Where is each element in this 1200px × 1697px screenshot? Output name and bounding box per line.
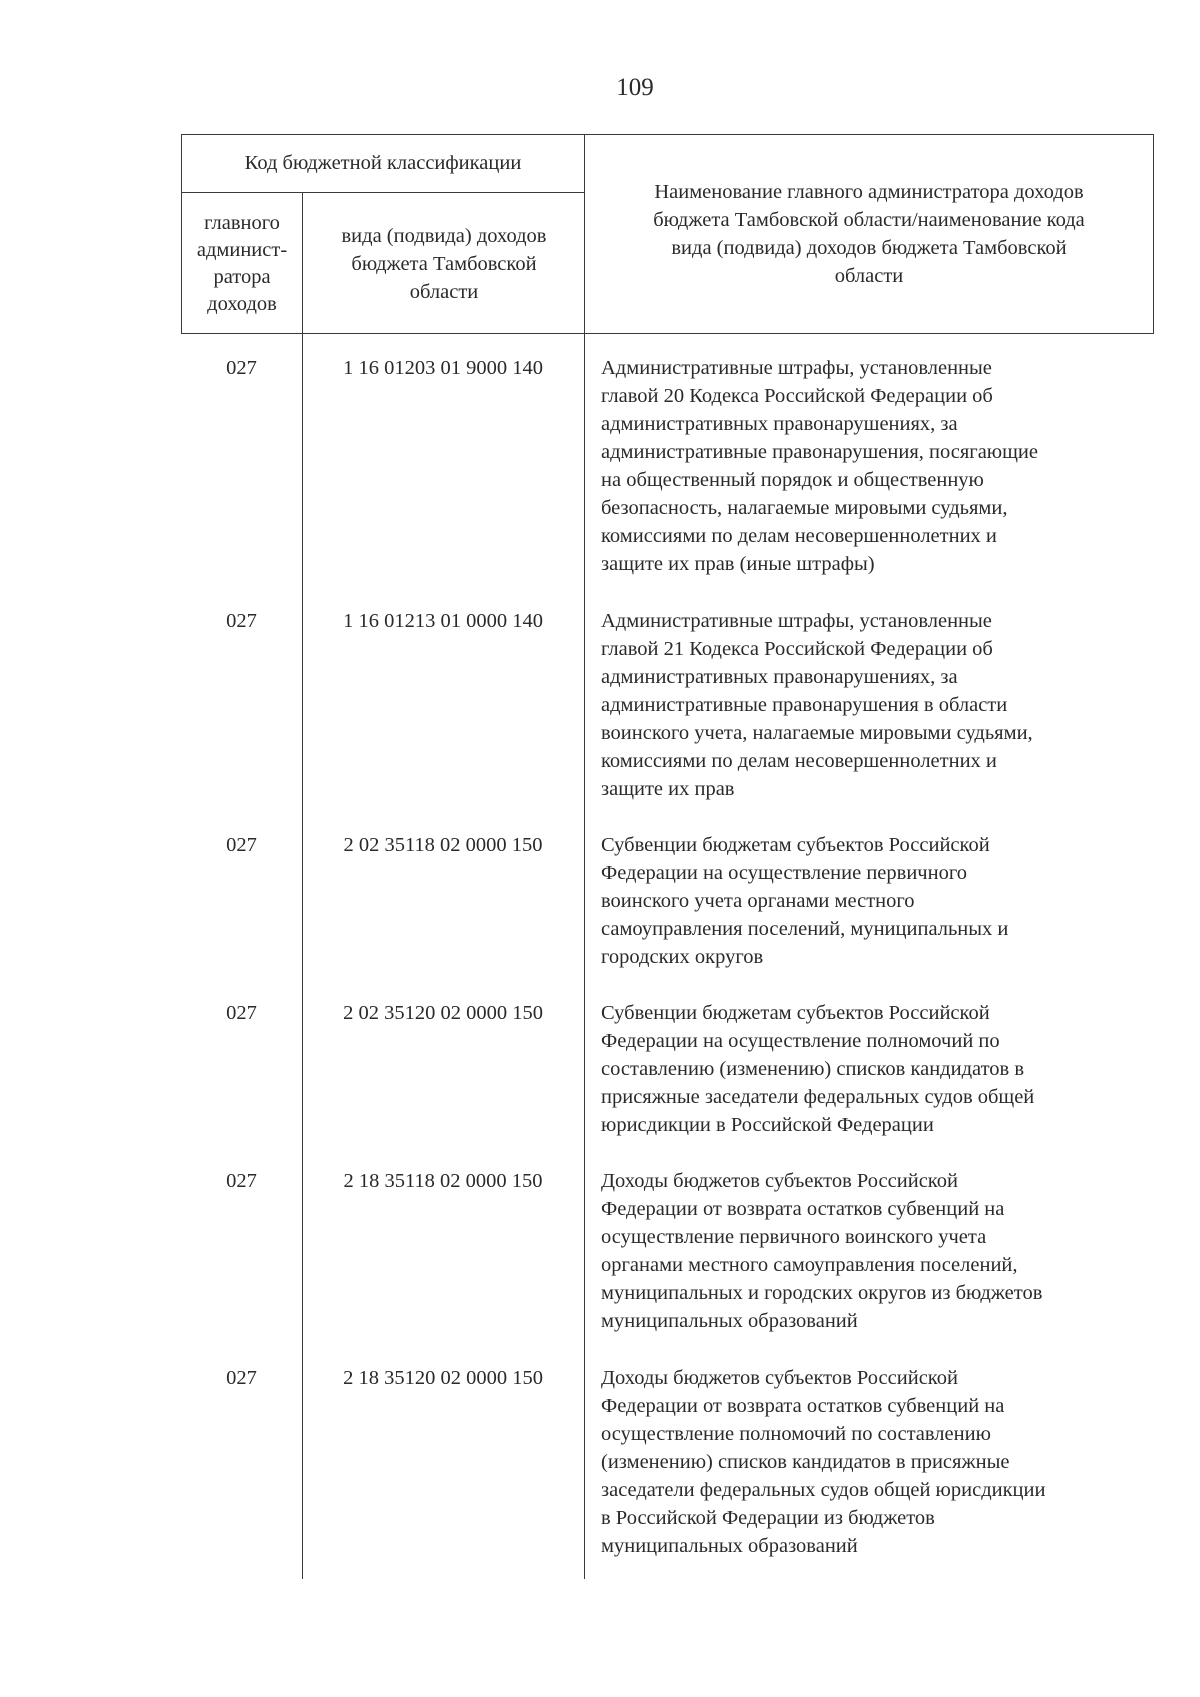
description-line: воинского учета, налагаемые мировыми судьями,	[601, 722, 1033, 744]
description-line: главой 21 Кодекса Российской Федерации об	[601, 638, 993, 660]
admin-code: 027	[226, 610, 257, 632]
budget-classification-code-group	[182, 135, 585, 333]
header-name-line: вида (подвида) доходов бюджета Тамбовской	[671, 237, 1067, 259]
description-line: заседатели федеральных судов общей юрисдикции	[601, 1479, 1046, 1501]
header-income-line: вида (подвида) доходов	[341, 225, 547, 247]
description-line: Федерации от возврата остатков субвенций на	[601, 1395, 1005, 1417]
admin-code: 027	[226, 834, 257, 856]
income-description	[601, 831, 1141, 971]
description-line: (изменению) списков кандидатов в присяжные	[601, 1451, 1010, 1473]
column-divider	[584, 334, 585, 1579]
income-code: 1 16 01203 01 9000 140	[343, 357, 543, 379]
description-line: главой 20 Кодекса Российской Федерации об	[601, 385, 993, 407]
income-description	[601, 354, 1141, 578]
description-line: защите их прав (иные штрафы)	[601, 553, 875, 575]
description-line: Доходы бюджетов субъектов Российской	[601, 1170, 958, 1192]
description-line: Субвенции бюджетам субъектов Российской	[601, 1002, 990, 1024]
description-line: Административные штрафы, установленные	[601, 357, 992, 379]
header-admin-line: ратора	[213, 266, 271, 288]
description-line: Федерации на осуществление полномочий по	[601, 1030, 1000, 1052]
description-line: в Российской Федерации из бюджетов	[601, 1507, 935, 1529]
income-code: 2 02 35120 02 0000 150	[343, 1002, 543, 1024]
header-admin-line: доходов	[207, 293, 277, 315]
header-admin-code	[182, 193, 303, 335]
description-line: Субвенции бюджетам субъектов Российской	[601, 834, 990, 856]
page-number-text: 109	[616, 74, 654, 101]
income-code: 2 02 35118 02 0000 150	[343, 834, 543, 856]
income-description	[601, 1167, 1141, 1335]
description-line: защите их прав	[601, 778, 735, 800]
income-code: 1 16 01213 01 0000 140	[343, 610, 543, 632]
description-line: административные правонарушения в области	[601, 694, 1008, 716]
description-line: муниципальных образований	[601, 1310, 858, 1332]
admin-code: 027	[226, 1367, 257, 1389]
admin-code: 027	[226, 357, 257, 379]
description-line: на общественный порядок и общественную	[601, 469, 984, 491]
income-code: 2 18 35118 02 0000 150	[343, 1170, 543, 1192]
description-line: юрисдикции в Российской Федерации	[601, 1114, 934, 1136]
description-line: городских округов	[601, 946, 764, 968]
description-line: комиссиями по делам несовершеннолетних и	[601, 750, 997, 772]
header-income-code	[303, 193, 585, 335]
description-line: органами местного самоуправления поселений,	[601, 1254, 1018, 1276]
description-line: Доходы бюджетов субъектов Российской	[601, 1367, 958, 1389]
description-line: самоуправления поселений, муниципальных и	[601, 918, 1009, 940]
description-line: комиссиями по делам несовершеннолетних и	[601, 525, 997, 547]
page-number	[0, 74, 1200, 102]
header-admin-line: админист-	[196, 239, 288, 261]
header-admin-line: главного	[204, 212, 280, 234]
description-line: муниципальных образований	[601, 1535, 858, 1557]
income-description	[601, 607, 1141, 803]
income-description	[601, 999, 1141, 1139]
description-line: присяжные заседатели федеральных судов общей	[601, 1086, 1035, 1108]
description-line: безопасность, налагаемые мировыми судьями,	[601, 497, 1008, 519]
description-line: муниципальных и городских округов из бюджетов	[601, 1282, 1043, 1304]
description-line: воинского учета органами местного	[601, 890, 915, 912]
description-line: осуществление первичного воинского учета	[601, 1226, 987, 1248]
description-line: административные правонарушения, посягающие	[601, 441, 1038, 463]
budget-classification-code-title: Код бюджетной классификации	[182, 135, 584, 193]
table-header	[181, 134, 1154, 334]
description-line: Федерации от возврата остатков субвенций на	[601, 1198, 1005, 1220]
description-line: Административные штрафы, установленные	[601, 610, 992, 632]
admin-code: 027	[226, 1002, 257, 1024]
description-line: составлению (изменению) списков кандидатов в	[601, 1058, 1024, 1080]
income-code: 2 18 35120 02 0000 150	[343, 1367, 543, 1389]
header-name	[585, 135, 1153, 333]
header-name-line: Наименование главного администратора доходов	[654, 181, 1084, 203]
header-name-line: области	[834, 265, 904, 287]
column-divider	[302, 334, 303, 1579]
description-line: осуществление полномочий по составлению	[601, 1423, 991, 1445]
header-income-line: бюджета Тамбовской	[351, 253, 537, 275]
header-name-line: бюджета Тамбовской области/наименование кода	[653, 209, 1085, 231]
income-description	[601, 1364, 1141, 1560]
description-line: административных правонарушениях, за	[601, 413, 958, 435]
header-income-line: области	[409, 281, 479, 303]
description-line: Федерации на осуществление первичного	[601, 862, 967, 884]
description-line: административных правонарушениях, за	[601, 666, 958, 688]
admin-code: 027	[226, 1170, 257, 1192]
